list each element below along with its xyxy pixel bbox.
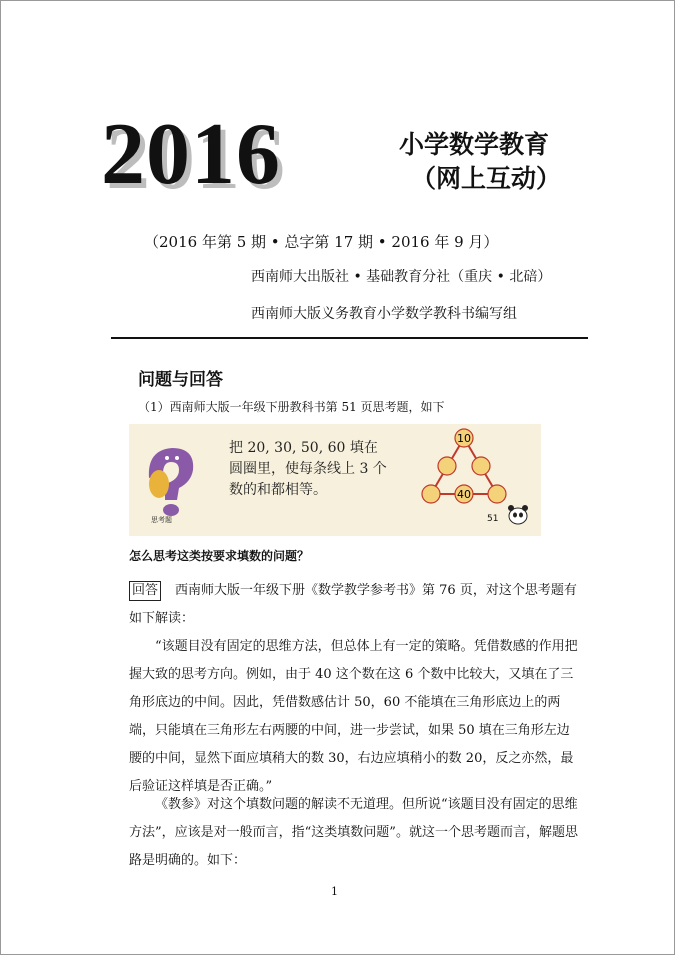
header-divider bbox=[111, 337, 588, 339]
question-intro: （1）西南师大版一年级下册教科书第 51 页思考题，如下 bbox=[138, 400, 445, 414]
commentary-paragraph: 《教参》对这个填数问题的解读不无道理。但所说“该题目没有固定的思维方法”，应该是对一般而言，指“这类填数问题”。就这一个思考题而言，解题思路是明确的。如下： bbox=[129, 797, 578, 868]
year-heading: 2016 bbox=[101, 106, 281, 203]
bottom-circle-value: 40 bbox=[457, 488, 471, 501]
answer-paragraph bbox=[129, 577, 579, 633]
journal-subtitle: （网上互动） bbox=[411, 164, 562, 193]
top-circle-value: 10 bbox=[457, 432, 471, 445]
publisher-line-1: 西南师大出版社 • 基础教育分社（重庆 • 北碚） bbox=[251, 269, 552, 285]
page-number: 1 bbox=[331, 885, 338, 898]
journal-title: 小学数学教育 bbox=[399, 130, 550, 159]
publisher-line-2: 西南师大版义务教育小学数学教科书编写组 bbox=[251, 306, 517, 322]
mascot-label: 思考题 bbox=[151, 516, 172, 524]
quote-paragraph: “该题目没有固定的思维方法，但总体上有一定的策略。凭借数感的作用把握大致的思考方向。例如，由于 40 这个数在这 6 个数中比较大，又填在了三角形底边的中间。因此，凭借数感估计 50，60 不能填在三角形底边上的两端，只能填在三角形左右两腰的中间，进一步尝试，如果 50 填在三角形左边腰的中间，显然下面应填稍大的数 30，右边应填稍小的数 20，反之亦然，最后验证这样填是否正确。” bbox=[129, 639, 578, 794]
question-text: 怎么思考这类按要求填数的问题？ bbox=[129, 549, 310, 563]
figure-instruction: 把 20, 30, 50, 60 填在圆圈里，使每条线上 3 个数的和都相等。 bbox=[229, 440, 387, 498]
issue-info: （2016 年第 5 期 • 总字第 17 期 • 2016 年 9 月） bbox=[144, 233, 499, 251]
figure-page-number: 51 bbox=[487, 514, 499, 524]
answer-label: 回答 bbox=[129, 581, 161, 601]
textbook-figure bbox=[129, 424, 541, 536]
section-title: 问题与回答 bbox=[138, 370, 223, 390]
answer-text: 西南师大版一年级下册《数学教学参考书》第 76 页，对这个思考题有如下解读： bbox=[129, 583, 577, 626]
triangle-puzzle-diagram bbox=[419, 428, 509, 510]
question-mark-mascot-icon bbox=[137, 438, 207, 524]
panda-icon bbox=[505, 502, 531, 526]
